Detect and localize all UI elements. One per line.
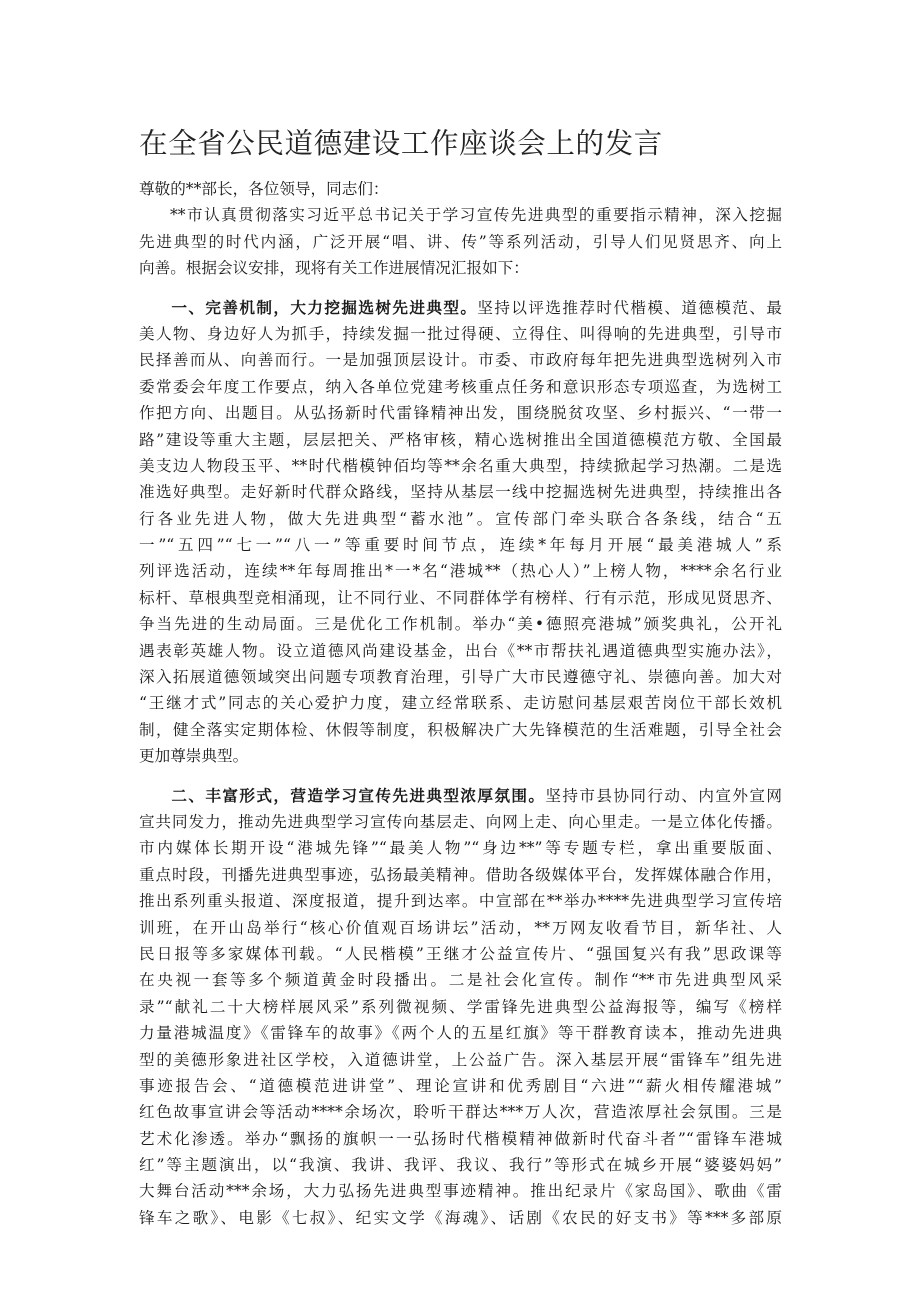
paragraph-line: 锋车之歌》、电影《七叔》、纪实文学《海魂》、话剧《农民的好支书》等***多部原 — [139, 1208, 782, 1227]
paragraph-line: 大舞台活动***余场，大力弘扬先进典型事迹精神。推出纪录片《家岛国》、歌曲《雷 — [139, 1182, 782, 1201]
intro-paragraph — [139, 202, 782, 281]
paragraph-line: 二、丰富形式，营造学习宣传先进典型浓厚氛围。坚持市县协同行动、内宣外宣网 — [170, 785, 782, 805]
paragraph-line: 作把方向、出题目。从弘扬新时代雷锋精神出发，围绕脱贫攻坚、乡村振兴、“一带一 — [139, 404, 782, 423]
paragraph-line: 红色故事宣讲会等活动****余场次，聆听干群达***万人次，营造浓厚社会氛围。三是 — [139, 1103, 782, 1122]
paragraph-line: 争当先进的生动局面。三是优化工作机制。举办“美•德照亮港城”颁奖典礼，公开礼 — [139, 615, 782, 634]
paragraph-line: 推出系列重头报道、深度报道，提升到达率。中宣部在**举办****先进典型学习宣传培 — [139, 892, 782, 911]
paragraph-line: 遇表彰英雄人物。设立道德风尚建设基金，出台《**市帮扶礼遇道德典型实施办法》， — [139, 641, 782, 660]
paragraph-line: 列评选活动，连续**年每周推出*一*名“港城**（热心人）”上榜人物，****余名行业 — [139, 562, 782, 581]
paragraph-line: 市内媒体长期开设“港城先锋”“最美人物”“身边**”等专题专栏，拿出重要版面、 — [139, 839, 782, 858]
paragraph-line: 更加尊崇典型。 — [139, 747, 249, 766]
paragraph-line: 委常委会年度工作要点，纳入各单位党建考核重点任务和意识形态专项巡查，为选树工 — [139, 377, 782, 396]
paragraph-line: 艺术化渗透。举办“飘扬的旗帜一一弘扬时代楷模精神做新时代奋斗者”“雷锋车港城 — [139, 1129, 782, 1148]
paragraph-line: 准选好典型。走好新时代群众路线，坚持从基层一线中挖掘选树先进典型，持续推出各 — [139, 483, 782, 502]
paragraph-line: 宣共同发力，推动先进典型学习宣传向基层走、向网上走、向心里走。一是立体化传播。 — [139, 812, 782, 831]
section-2-heading: 二、丰富形式，营造学习宣传先进典型浓厚氛围。 — [170, 785, 546, 805]
paragraph-line: 路”建设等重大主题，层层把关、严格审核，精心选树推出全国道德模范方敬、全国最 — [139, 430, 782, 449]
paragraph-line: 一”“五四”“七一”“八一”等重要时间节点，连续*年每月开展“最美港城人”系 — [139, 536, 782, 555]
paragraph-line: 在央视一套等多个频道黄金时段播出。二是社会化宣传。制作“**市先进典型风采 — [139, 971, 782, 990]
paragraph-line: 民择善而从、向善而行。一是加强顶层设计。市委、市政府每年把先进典型选树列入市 — [139, 351, 782, 370]
paragraph-line: 重点时段，刊播先进典型事迹，弘扬最美精神。借助各级媒体平台，发挥媒体融合作用， — [139, 865, 782, 884]
document-title: 在全省公民道德建设工作座谈会上的发言 — [139, 127, 663, 160]
paragraph-line: 行各业先进人物，做大先进典型“蓄水池”。宣传部门牵头联合各条线，结合“五 — [139, 509, 782, 528]
paragraph-line: 事迹报告会、“道德模范进讲堂”、理论宣讲和优秀剧目“六进”“薪火相传耀港城” — [139, 1076, 782, 1095]
paragraph-line: **市认真贯彻落实习近平总书记关于学习宣传先进典型的重要指示精神，深入挖掘 — [170, 206, 782, 225]
paragraph-line: 美人物、身边好人为抓手，持续发掘一批过得硬、立得住、叫得响的先进典型，引导市 — [139, 324, 782, 343]
paragraph-line: 一、完善机制，大力挖掘选树先进典型。坚持以评选推荐时代楷模、道德模范、最 — [170, 297, 782, 317]
paragraph-line: 先进典型的时代内涵，广泛开展“唱、讲、传”等系列活动，引导人们见贤思齐、向上 — [139, 232, 782, 251]
paragraph-line: 录”“献礼二十大榜样展风采”系列微视频、学雷锋先进典型公益海报等，编写《榜样 — [139, 997, 782, 1016]
paragraph-line: 训班，在开山岛举行“核心价值观百场讲坛”活动，**万网友收看节目，新华社、人 — [139, 918, 782, 937]
paragraph-line: 向善。根据会议安排，现将有关工作进展情况汇报如下： — [139, 259, 529, 278]
section-1-paragraph — [139, 295, 782, 770]
greeting: 尊敬的**部长，各位领导，同志们： — [139, 180, 389, 198]
paragraph-line: 民日报等多家媒体刊载。“人民楷模”王继才公益宣传片、“强国复兴有我”思政课等 — [139, 944, 782, 963]
document-body — [139, 176, 782, 1231]
section-1-heading: 一、完善机制，大力挖掘选树先进典型。 — [170, 297, 478, 317]
paragraph-line: 美支边人物段玉平、**时代楷模钟佰均等**余名重大典型，持续掀起学习热潮。二是选 — [139, 456, 782, 475]
paragraph-line: 深入拓展道德领域突出问题专项教育治理，引导广大市民遵德守礼、崇德向善。加大对 — [139, 668, 782, 687]
section-2-paragraph — [139, 783, 782, 1232]
paragraph-line: 标杆、草根典型竞相涌现，让不同行业、不同群体学有榜样、行有示范，形成见贤思齐、 — [139, 588, 782, 607]
paragraph-line: 力量港城温度》《雷锋车的故事》《两个人的五星红旗》等干群教育读本，推动先进典 — [139, 1024, 782, 1043]
paragraph-line: 制，健全落实定期体检、休假等制度，积极解决广大先锋模范的生活难题，引导全社会 — [139, 720, 782, 739]
paragraph-line: 型的美德形象进社区学校，入道德讲堂，上公益广告。深入基层开展“雷锋车”组先进 — [139, 1050, 782, 1069]
paragraph-line: 红”等主题演出，以“我演、我讲、我评、我议、我行”等形式在城乡开展“婆婆妈妈” — [139, 1156, 782, 1175]
paragraph-line: “王继才式”同志的关心爱护力度，建立经常联系、走访慰问基层艰苦岗位干部长效机 — [139, 694, 782, 713]
